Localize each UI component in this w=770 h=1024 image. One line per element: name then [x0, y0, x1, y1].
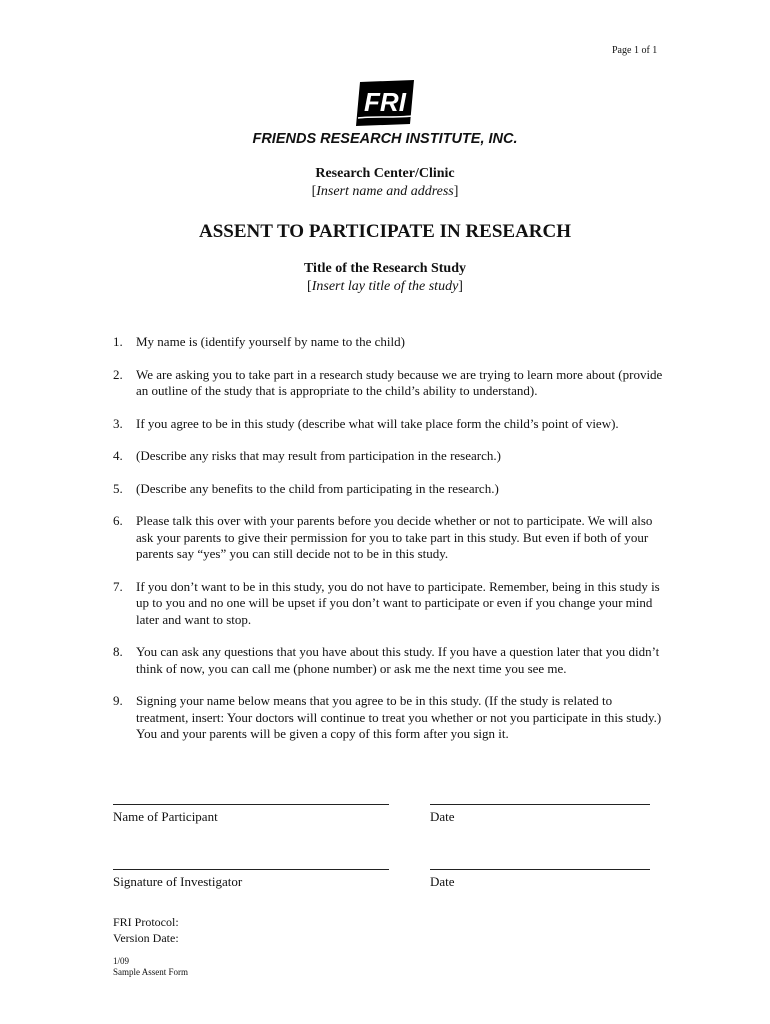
- study-title: Title of the Research Study: [303, 261, 467, 276]
- list-item: 9. Signing your name below means that you agree to be in this study. (If the study is related to treatment, insert: Your doctors will continue to treat you whether or not you participate in this study.) You and your parents will be given a copy of this form after you sign it.: [113, 693, 662, 741]
- assent-items-list: [113, 334, 663, 759]
- research-center-title: Research Center/Clinic: [315, 166, 455, 181]
- page-number: Page 1 of 1: [612, 45, 658, 56]
- list-item: 8. You can ask any questions that you have about this study. If you have a question later that you didn’t think of now, you can call me (phone number) or ask me the next time you see me.: [113, 644, 660, 676]
- investigator-date-line[interactable]: [430, 869, 650, 870]
- footer-version-date: Version Date:: [113, 931, 179, 945]
- logo-text: FRI: [364, 87, 406, 117]
- list-item: 3. If you agree to be in this study (describe what will take place form the child’s point of view).: [113, 415, 619, 431]
- list-item: 2. We are asking you to take part in a research study because we are trying to learn more about (provide an outline of the study that is appropriate to the child’s ability to understand).: [113, 366, 663, 398]
- fri-logo-icon: [354, 80, 416, 126]
- participant-date-label: Date: [430, 809, 455, 824]
- participant-name-line[interactable]: [113, 804, 389, 805]
- list-item: 5. (Describe any benefits to the child from participating in the research.): [113, 480, 499, 496]
- study-insert: [Insert lay title of the study]: [307, 279, 463, 294]
- investigator-signature-label: Signature of Investigator: [113, 874, 243, 889]
- org-name: FRIENDS RESEARCH INSTITUTE, INC.: [252, 131, 518, 147]
- list-item: 6. Please talk this over with your parents before you decide whether or not to participate. We will also ask your parents to give their permission for you to take part in this study. But even if both of your parents say “yes” you can still decide not to be in this study.: [113, 513, 653, 561]
- investigator-date-label: Date: [430, 874, 455, 889]
- study-insert-text: Insert lay title of the study: [311, 279, 459, 294]
- footer-protocol: FRI Protocol:: [113, 915, 179, 929]
- list-item: 7. If you don’t want to be in this study, you do not have to participate. Remember, being in this study is up to you and no one will be upset if you don’t want to participate or even if you change your mind later and want to stop.: [113, 578, 660, 627]
- list-item: 4. (Describe any risks that may result from participation in the research.): [113, 448, 501, 463]
- list-item: 1. My name is (identify yourself by name to the child): [113, 334, 405, 349]
- footer-code: 1/09: [113, 956, 130, 966]
- footer-form-name: Sample Assent Form: [113, 967, 189, 977]
- investigator-signature-line[interactable]: [113, 869, 389, 870]
- participant-name-label: Name of Participant: [113, 809, 218, 824]
- research-center-insert-text: Insert name and address: [316, 184, 454, 199]
- research-center-insert: [Insert name and address]: [311, 184, 459, 199]
- participant-date-line[interactable]: [430, 804, 650, 805]
- document-title: ASSENT TO PARTICIPATE IN RESEARCH: [198, 221, 572, 242]
